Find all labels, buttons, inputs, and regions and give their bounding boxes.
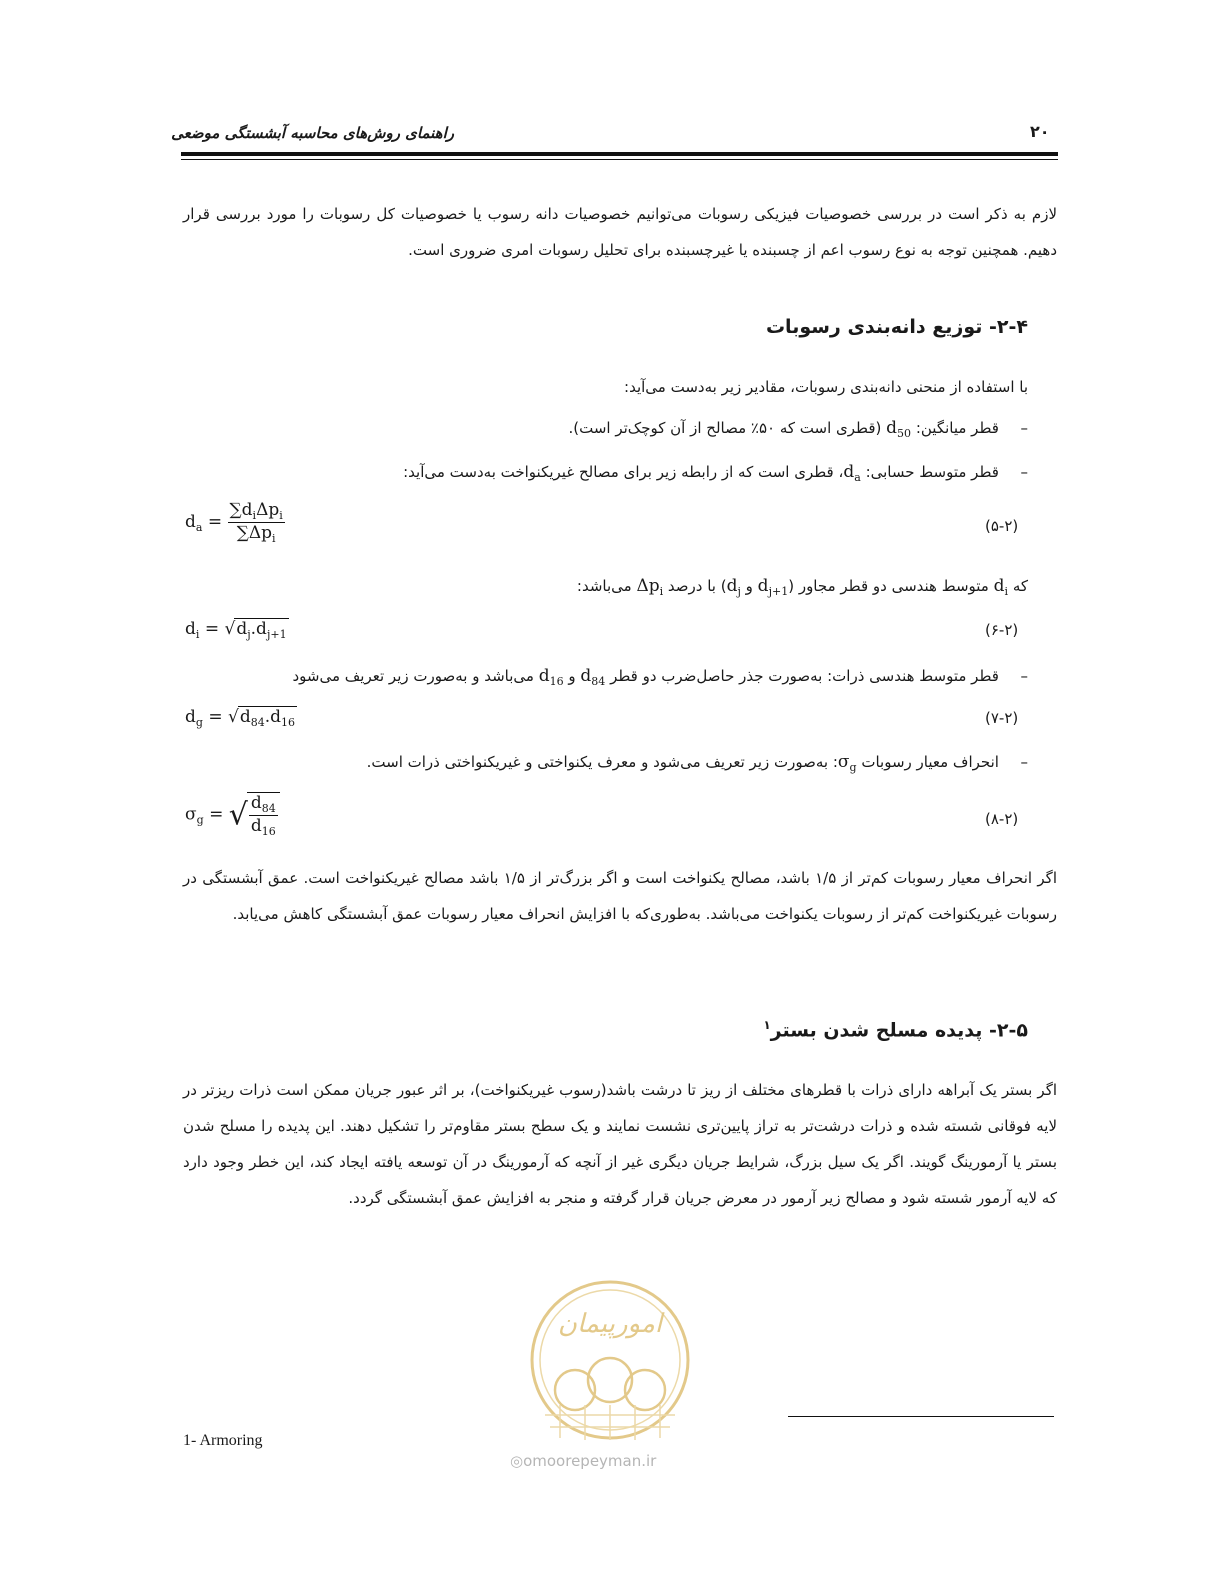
equation-geometric-mean-adjacent <box>185 618 289 641</box>
math-symbol: d <box>886 418 898 438</box>
watermark-url <box>510 1452 656 1470</box>
eq-den-sub: 16 <box>261 825 276 838</box>
def-sym: d <box>757 576 769 596</box>
eq-equals: = <box>208 707 228 727</box>
math-symbol: σ <box>837 752 850 772</box>
eq-rad-b-sub: j+1 <box>266 628 287 641</box>
eq-numerator <box>228 500 285 523</box>
def-sym: Δp <box>636 576 660 596</box>
eq-denominator <box>228 523 285 545</box>
eq-rad-b-sub: 16 <box>281 716 296 729</box>
eq-lhs-subscript: i <box>195 628 200 641</box>
bullet-text-mid: و <box>563 667 581 685</box>
bullet-text-after: : به‌صورت زیر تعریف می‌شود و معرف یکنواختی و غیریکنواختی ذرات است. <box>366 753 838 771</box>
bullet-arithmetic-mean-diameter <box>403 462 1028 484</box>
armoring-paragraph: اگر بستر یک آبراهه دارای ذرات با قطرهای مختلف از ریز تا درشت باشد(رسوب غیریکنواخت)، بر اثر عبور جریان ممکن است ذرات ریزتر در لایه فوقانی شسته شده و ذرات درشت‌تر به تراز پایین‌تری نشست نمایند و یک سطح بستر مقاوم‌تر را تشکیل دهند. این پدیده را مسلح شدن بستر یا آرمورینگ گویند. اگر یک سیل بزرگ، شرایط جریان دیگری غیر از آنچه که آرمورینگ در آن توسعه یافته ایجاد کند، این خطر وجود دارد که لایه آرمور شسته شود و مصالح زیر آرمور در معرض جریان قرار گرفته و منجر به افزایش عمق آبشستگی گردد. <box>183 1081 1057 1207</box>
eq-fraction <box>249 793 278 838</box>
def-text: و <box>740 577 758 595</box>
def-sub: j <box>737 585 741 598</box>
footnote-rule <box>788 1416 1054 1417</box>
eq-num-sub: i <box>252 509 257 522</box>
eq-num-tail-sub: i <box>279 509 283 522</box>
eq-radicand <box>234 618 288 641</box>
equation-arithmetic-mean <box>185 500 285 545</box>
def-sub: i <box>659 585 664 598</box>
bullet-text-before: انحراف معیار رسوبات <box>856 753 999 771</box>
definition-line-di <box>577 576 1028 598</box>
footnote-marker: ۱ <box>763 1018 771 1032</box>
intro-paragraph: لازم به ذکر است در بررسی خصوصیات فیزیکی رسوبات می‌توانیم خصوصیات دانه رسوب یا خصوصیات کل رسوبات را مورد بررسی قرار دهیم. همچنین توجه به نوع رسوب اعم از چسبنده یا غیرچسبنده برای تحلیل رسوبات امری ضروری است. <box>183 205 1057 259</box>
eq-equals: = <box>204 619 225 639</box>
sqrt-symbol: √ <box>224 619 236 639</box>
header-rule-thin <box>181 159 1058 160</box>
bullet-dash: – <box>1020 667 1028 685</box>
globe-icon: ◎ <box>510 1452 524 1470</box>
eq-rad-a: d <box>239 707 251 727</box>
eq-equals: = <box>207 512 228 532</box>
header-rule-thick <box>181 152 1058 156</box>
eq-den-sub: i <box>272 532 276 545</box>
bullet-standard-deviation <box>367 752 1028 774</box>
eq-lhs-subscript: g <box>196 813 204 827</box>
def-sym: d <box>726 576 738 596</box>
eq-rad-a-sub: j <box>247 628 251 641</box>
eq-rad-b: .d <box>250 619 267 639</box>
eq-lhs-subscript: a <box>195 521 203 534</box>
bullet-text-after: ، قطری است که از رابطه زیر برای مصالح غیریکنواخت به‌دست می‌آید: <box>403 463 844 481</box>
eq-num-part: d <box>250 793 262 813</box>
footnote-armoring: 1- Armoring <box>183 1432 263 1449</box>
section-heading-bed-armoring <box>763 1018 1028 1041</box>
equation-number-6-2: (۶-۲) <box>985 621 1019 639</box>
equation-standard-deviation <box>185 792 280 838</box>
section-heading-text: ۲-۵- پدیده مسلح شدن بستر <box>770 1019 1028 1042</box>
eq-lhs: d <box>185 707 196 727</box>
eq-num-tail: Δp <box>256 500 280 520</box>
math-symbol: d <box>843 462 855 482</box>
watermark-logo-icon <box>500 1280 720 1460</box>
math-subscript: 50 <box>897 427 912 440</box>
bullet-text-before: قطر میانگین: <box>911 419 999 437</box>
eq-num-sub: 84 <box>261 802 276 815</box>
bullet-dash: – <box>1020 419 1028 437</box>
std-deviation-paragraph: اگر انحراف معیار رسوبات کم‌تر از ۱/۵ باشد، مصالح یکنواخت است و اگر بزرگ‌تر از ۱/۵ باشد مصالح غیریکنواخت است. عمق آبشستگی در رسوبات غیریکنواخت کم‌تر از رسوبات یکنواخت می‌باشد. به‌طوری‌که با افزایش انحراف معیار رسوبات عمق آبشستگی کاهش می‌یابد. <box>183 869 1057 923</box>
equation-number-5-2: (۵-۲) <box>985 517 1019 535</box>
sqrt-symbol: √ <box>228 797 248 833</box>
bullet-text-after: می‌باشد و به‌صورت زیر تعریف می‌شود <box>292 667 539 685</box>
sqrt-symbol: √ <box>228 707 239 727</box>
eq-rad-b: .d <box>264 707 282 727</box>
bullet-text-after: (قطری است که ۵۰٪ مصالح از آن کوچک‌تر است). <box>568 419 887 437</box>
def-sub: j+1 <box>768 585 789 598</box>
math-subscript: g <box>849 761 857 774</box>
eq-den-part: d <box>250 816 262 836</box>
def-sym: d <box>993 576 1005 596</box>
equation-number-7-2: (۷-۲) <box>985 709 1019 727</box>
eq-rad-a-sub: 84 <box>250 716 265 729</box>
eq-numerator <box>249 793 278 816</box>
eq-lhs: d <box>185 619 196 639</box>
bullet-dash: – <box>1020 463 1028 481</box>
section-lead-text: با استفاده از منحنی دانه‌بندی رسوبات، مقادیر زیر به‌دست می‌آید: <box>624 378 1028 396</box>
def-text: که <box>1008 577 1028 595</box>
equation-geometric-mean-particles <box>185 706 297 729</box>
watermark-url-text: omoorepeyman.ir <box>523 1452 657 1470</box>
bullet-text-before: قطر متوسط هندسی ذرات: به‌صورت جذر حاصل‌ضرب دو قطر <box>605 667 999 685</box>
eq-num-part: ∑d <box>229 500 253 520</box>
eq-rad-a: d <box>236 619 248 639</box>
def-text: ) با درصد <box>663 577 727 595</box>
bullet-median-diameter <box>568 418 1028 440</box>
section-heading-grain-distribution: ۲-۴- توزیع دانه‌بندی رسوبات <box>765 316 1028 338</box>
eq-radicand <box>247 792 280 838</box>
math-symbol: d <box>580 666 592 686</box>
math-symbol: d <box>538 666 550 686</box>
eq-fraction <box>228 500 285 545</box>
eq-denominator <box>249 816 278 838</box>
eq-equals: = <box>209 804 229 825</box>
def-text: می‌باشد: <box>576 577 637 595</box>
watermark-logo-text: امورپیمان <box>557 1309 663 1339</box>
eq-den-part: ∑Δp <box>236 523 273 543</box>
running-header-title: راهنمای روش‌های محاسبه آبشستگی موضعی <box>171 124 454 142</box>
bullet-text-before: قطر متوسط حسابی: <box>860 463 999 481</box>
math-subscript: a <box>854 471 861 484</box>
eq-lhs: d <box>185 512 196 532</box>
page-number: ۲۰ <box>1030 122 1050 141</box>
def-sub: i <box>1004 585 1009 598</box>
math-subscript: 16 <box>549 675 564 688</box>
math-subscript: 84 <box>591 675 606 688</box>
eq-radicand <box>238 706 297 729</box>
bullet-dash: – <box>1020 753 1028 771</box>
bullet-geometric-mean-diameter <box>292 666 1028 688</box>
eq-lhs-subscript: g <box>195 716 203 729</box>
def-text: متوسط هندسی دو قطر مجاور ( <box>788 577 994 595</box>
equation-number-8-2: (۸-۲) <box>985 810 1019 828</box>
eq-lhs: σ <box>185 804 197 825</box>
